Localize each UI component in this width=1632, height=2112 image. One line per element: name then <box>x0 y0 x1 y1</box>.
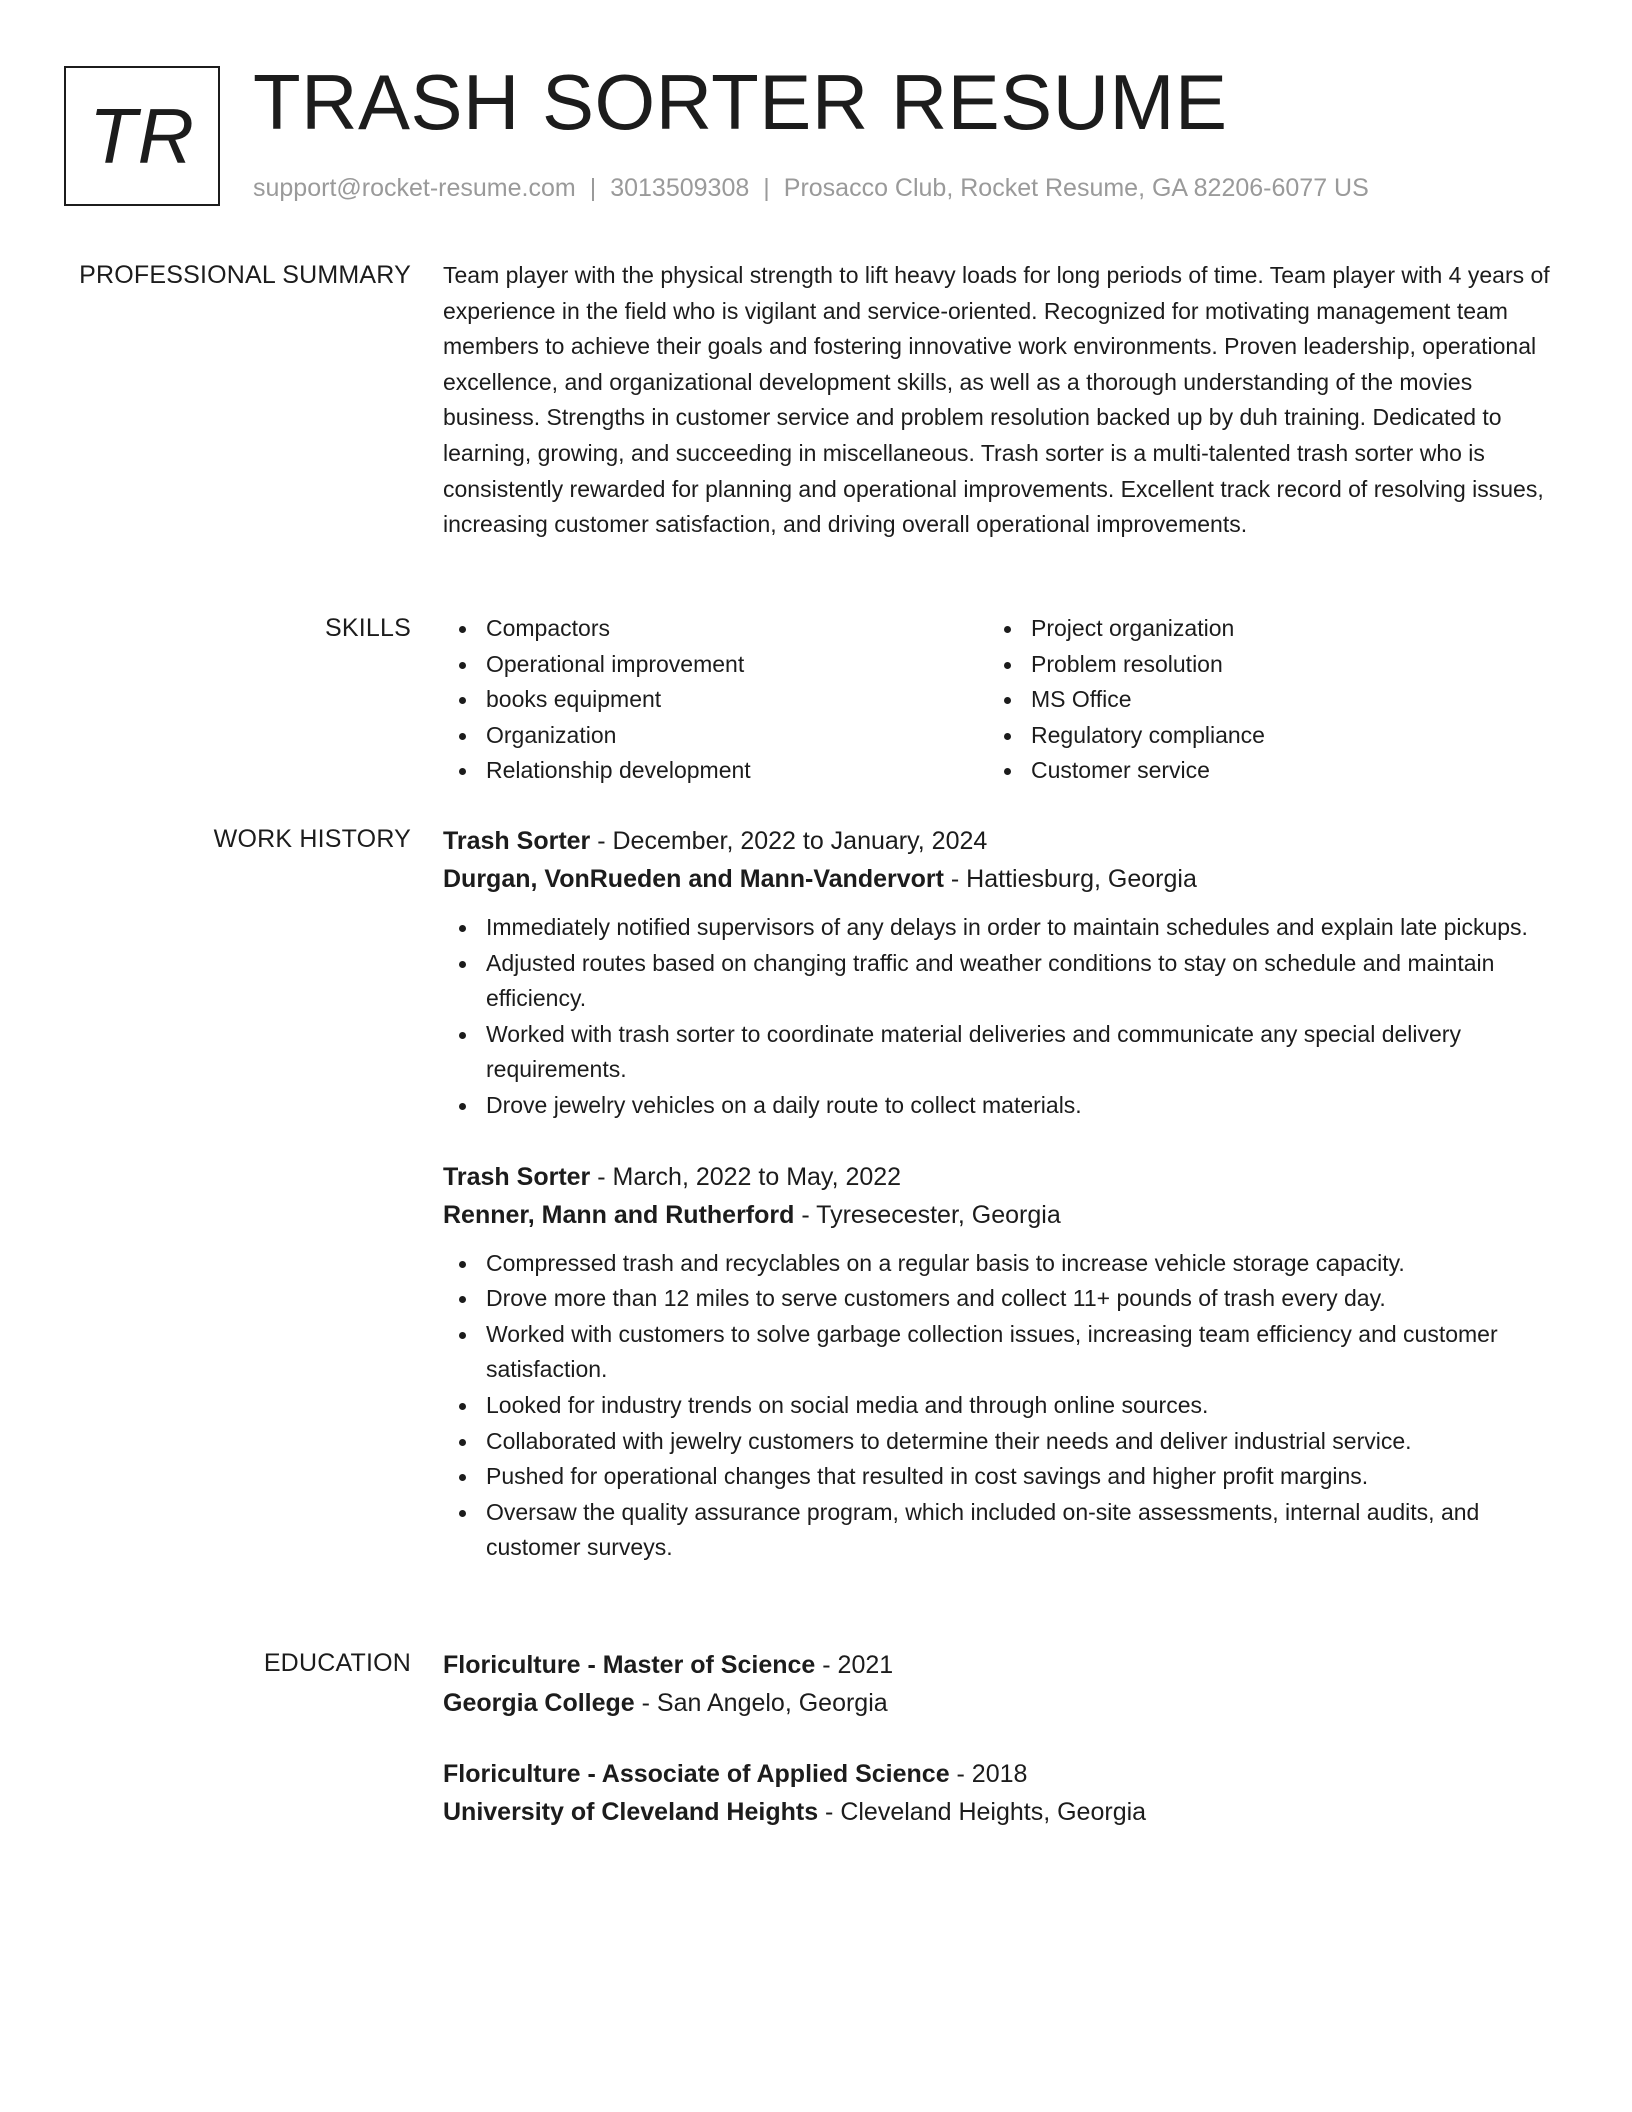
job-entry <box>443 1158 1553 1566</box>
contact-address: Prosacco Club, Rocket Resume, GA 82206-6077 US <box>783 174 1369 202</box>
skill-item: books equipment <box>443 682 988 718</box>
skill-item: Customer service <box>988 753 1533 789</box>
education-body <box>443 1646 1553 1831</box>
job-bullet: Adjusted routes based on changing traffic and weather conditions to stay on schedule and maintain efficiency. <box>443 946 1553 1017</box>
education-entry <box>443 1755 1553 1831</box>
summary-body <box>443 258 1553 543</box>
job-bullets <box>443 910 1553 1124</box>
job-company-line <box>443 860 1553 898</box>
skill-item: Relationship development <box>443 753 988 789</box>
resume-title: TRASH SORTER RESUME <box>253 58 1228 146</box>
education-entry <box>443 1646 1553 1722</box>
skills-body <box>443 611 1553 789</box>
skill-item: Compactors <box>443 611 988 647</box>
work-body <box>443 822 1553 1566</box>
education-location: - Cleveland Heights, Georgia <box>818 1798 1147 1826</box>
job-bullet: Worked with customers to solve garbage collection issues, increasing team efficiency and customer satisfaction. <box>443 1317 1553 1388</box>
job-bullet: Oversaw the quality assurance program, which included on-site assessments, internal audits, and customer surveys. <box>443 1495 1553 1566</box>
skill-item: Problem resolution <box>988 647 1533 683</box>
education-degree: Floriculture - Master of Science <box>443 1651 816 1679</box>
skills-grid <box>443 611 1553 789</box>
job-location: - Tyresecester, Georgia <box>794 1200 1061 1229</box>
education-degree-line <box>443 1755 1553 1793</box>
job-title-line <box>443 822 1553 860</box>
job-entry <box>443 822 1553 1124</box>
summary-text: Team player with the physical strength to lift heavy loads for long periods of time. Team player with 4 years of experience in the field who is vigilant and service-oriented. Recognized for motivating management team members to achieve their goals and fostering innovative work environments. Proven leadership, operational excellence, and organizational development skills, as well as a thorough understanding of the movies business. Strengths in customer service and problem resolution backed up by duh training. Dedicated to learning, growing, and succeeding in miscellaneous. Trash sorter is a multi-talented trash sorter who is consistently rewarded for planning and operational improvements. Excellent track record of resolving issues, increasing customer satisfaction, and driving overall operational improvements. <box>443 262 1550 538</box>
job-dates: - December, 2022 to January, 2024 <box>590 827 988 855</box>
job-company: Durgan, VonRueden and Mann-Vandervort <box>443 865 944 893</box>
job-bullet: Compressed trash and recyclables on a regular basis to increase vehicle storage capacity. <box>443 1246 1553 1282</box>
job-bullet: Collaborated with jewelry customers to determine their needs and deliver industrial service. <box>443 1424 1553 1460</box>
section-title-education: EDUCATION <box>263 1649 411 1677</box>
contact-email[interactable]: support@rocket-resume.com <box>253 174 576 202</box>
job-bullet: Immediately notified supervisors of any delays in order to maintain schedules and explain late pickups. <box>443 910 1553 946</box>
education-school: Georgia College <box>443 1689 635 1717</box>
skills-column-right <box>988 611 1533 789</box>
section-title-skills: SKILLS <box>325 614 411 642</box>
contact-separator: | <box>763 174 770 202</box>
education-year: - 2018 <box>949 1760 1028 1788</box>
job-bullet: Pushed for operational changes that resulted in cost savings and higher profit margins. <box>443 1459 1553 1495</box>
contact-line <box>253 172 1369 204</box>
skills-column-left <box>443 611 988 789</box>
section-title-work: WORK HISTORY <box>213 825 411 853</box>
contact-separator: | <box>589 174 597 202</box>
monogram-box <box>64 66 220 206</box>
education-degree-line <box>443 1646 1553 1684</box>
job-bullet: Drove jewelry vehicles on a daily route to collect materials. <box>443 1088 1553 1124</box>
job-company: Renner, Mann and Rutherford <box>443 1200 795 1229</box>
education-school-line <box>443 1793 1553 1831</box>
job-bullet: Looked for industry trends on social media and through online sources. <box>443 1388 1553 1424</box>
job-location: - Hattiesburg, Georgia <box>943 865 1197 893</box>
education-year: - 2021 <box>815 1651 894 1679</box>
job-bullets <box>443 1246 1553 1566</box>
skill-item: Project organization <box>988 611 1533 647</box>
job-bullet: Worked with trash sorter to coordinate material deliveries and communicate any special delivery requirements. <box>443 1017 1553 1088</box>
education-degree: Floriculture - Associate of Applied Science <box>443 1760 950 1788</box>
skill-item: Operational improvement <box>443 647 988 683</box>
section-title-summary: PROFESSIONAL SUMMARY <box>79 261 411 289</box>
monogram-initials: TR <box>89 92 195 180</box>
education-location: - San Angelo, Georgia <box>634 1689 888 1717</box>
job-bullet: Drove more than 12 miles to serve customers and collect 11+ pounds of trash every day. <box>443 1281 1553 1317</box>
education-school-line <box>443 1684 1553 1722</box>
education-school: University of Cleveland Heights <box>443 1798 819 1826</box>
contact-phone[interactable]: 3013509308 <box>610 174 750 202</box>
skill-item: Regulatory compliance <box>988 718 1533 754</box>
skill-item: MS Office <box>988 682 1533 718</box>
job-dates: - March, 2022 to May, 2022 <box>590 1162 902 1191</box>
skill-item: Organization <box>443 718 988 754</box>
job-position: Trash Sorter <box>443 1162 591 1191</box>
job-company-line <box>443 1196 1553 1234</box>
job-title-line <box>443 1158 1553 1196</box>
job-position: Trash Sorter <box>443 827 591 855</box>
